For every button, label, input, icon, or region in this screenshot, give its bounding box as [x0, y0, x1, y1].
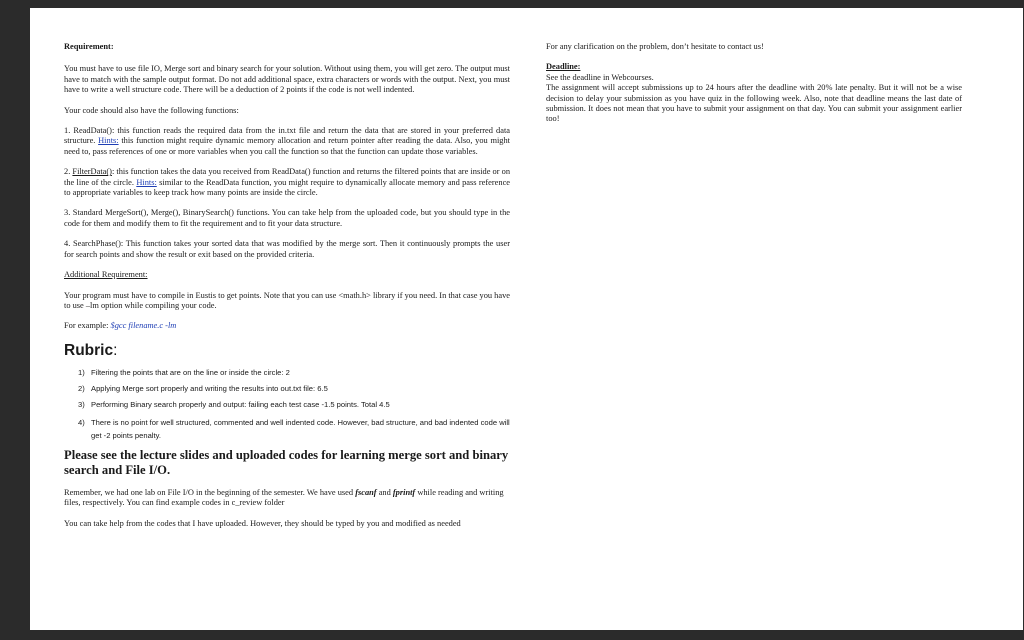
- function-readdata: [64, 126, 510, 157]
- deadline-line: See the deadline in Webcourses.: [546, 72, 654, 82]
- intro-paragraph: You must have to use file IO, Merge sort and binary search for your solution. Without using them, you will get zero. The output must have to match with the sample output format. Do not add additional space, extra characters or words with the output. Next, you must have to write a well structure code. There will be a deduction of 2 points if the code is not well indented.: [64, 64, 510, 95]
- readdata-hint-text: this function might require dynamic memory allocation and return pointer after reading the data. Also, you might need to, pass references of one or more variables when you call the function so that the function can update those variables.: [64, 136, 510, 156]
- requirement-heading: Requirement:: [64, 42, 114, 51]
- clarification-note: For any clarification on the problem, don’t hesitate to contact us!: [546, 42, 764, 51]
- rubric-item-text: Filtering the points that are on the line or inside the circle: 2: [91, 367, 290, 377]
- readdata-text: 1. ReadData(): this function reads the required data from the in.txt file and return the data that are stored in your preferred data structure.: [64, 126, 510, 146]
- remember-fprintf: fprintf: [392, 487, 416, 497]
- rubric-item: [64, 400, 510, 410]
- rubric-item: [64, 384, 510, 394]
- rubric-item: [64, 368, 510, 378]
- deadline-heading: Deadline:: [546, 62, 581, 72]
- filterdata-hint-link[interactable]: Hints:: [136, 177, 157, 187]
- rubric-title: [64, 342, 510, 360]
- function-mergesort: 3. Standard MergeSort(), Merge(), BinarySearch() functions. You can take help from the uploaded code, but you should type in the code for them and modify them to fit the requirement and to fit your data structure.: [64, 208, 510, 228]
- remember-and: and: [376, 487, 393, 497]
- rubric-item-text: There is no point for well structured, commented and well indented code. However, bad structure, and bad indented code will get -2 points penalty.: [91, 417, 510, 440]
- filterdata-name: FilterData(): [72, 167, 112, 177]
- right-column: [546, 42, 962, 125]
- left-column: [64, 42, 510, 539]
- rubric-item-number: 2): [78, 383, 85, 393]
- remember-note: [64, 488, 510, 509]
- readdata-hint-link[interactable]: Hints:: [98, 136, 119, 146]
- additional-requirement-heading: Additional Requirement:: [64, 270, 148, 280]
- rubric-item-text: Applying Merge sort properly and writing the results into out.txt file: 6.5: [91, 383, 328, 393]
- rubric-item-number: 1): [78, 367, 85, 377]
- function-filterdata: [64, 167, 510, 198]
- filterdata-hint-text: similar to the ReadData function, you might require to dynamically allocate memory and pass reference to appropriate variables to keep track how many points are inside the circle.: [64, 177, 510, 198]
- remember-tail: while reading and writing files, respectively. You can find example codes in c_review folder: [64, 487, 504, 508]
- function-searchphase: 4. SearchPhase(): This function takes your sorted data that was modified by the merge sort. Then it continuously prompts the user for search points and show the result or exit based on the provided criteria.: [64, 239, 510, 259]
- filterdata-number: 2.: [64, 167, 73, 177]
- rubric-item-number: 3): [78, 399, 85, 409]
- rubric-title-colon: :: [113, 341, 118, 359]
- rubric-item: [64, 416, 510, 442]
- example-line: [64, 321, 510, 331]
- additional-requirement-text: Your program must have to compile in Eustis to get points. Note that you can use <math.h> library if you need. In that case you have to use –lm option while compiling your code.: [64, 290, 510, 310]
- document-page: [30, 8, 1023, 630]
- lecture-note: Please see the lecture slides and uploaded codes for learning merge sort and binary search and File I/O.: [64, 447, 509, 477]
- functions-intro: Your code should also have the following functions:: [64, 105, 239, 115]
- deadline-text: The assignment will accept submissions up to 24 hours after the deadline with 20% late penalty. But it will not be a wise decision to delay your submission as you have quiz in the following week. Also, note that deadline means the last date of submission. It does not mean that you have to submit your assignment on that day. You can submit your assignment earlier too!: [546, 83, 962, 124]
- remember-fscanf: fscanf: [355, 487, 377, 497]
- help-note: You can take help from the codes that I have uploaded. However, they should be typed by you and modified as needed: [64, 518, 461, 528]
- rubric-item-text: Performing Binary search properly and output: failing each test case -1.5 points. Total 4.5: [91, 399, 390, 409]
- rubric-item-number: 4): [78, 417, 85, 427]
- rubric-list: [64, 368, 510, 442]
- example-command: $gcc filename.c -lm: [110, 321, 177, 331]
- example-label: For example:: [64, 321, 111, 331]
- rubric-title-text: Rubric: [64, 341, 114, 359]
- filterdata-text: : this function takes the data you received from ReadData() function and returns the filtered points that are inside or on the line of the circle.: [64, 167, 511, 187]
- remember-text: Remember, we had one lab on File I/O in the beginning of the semester. We have used: [64, 487, 356, 497]
